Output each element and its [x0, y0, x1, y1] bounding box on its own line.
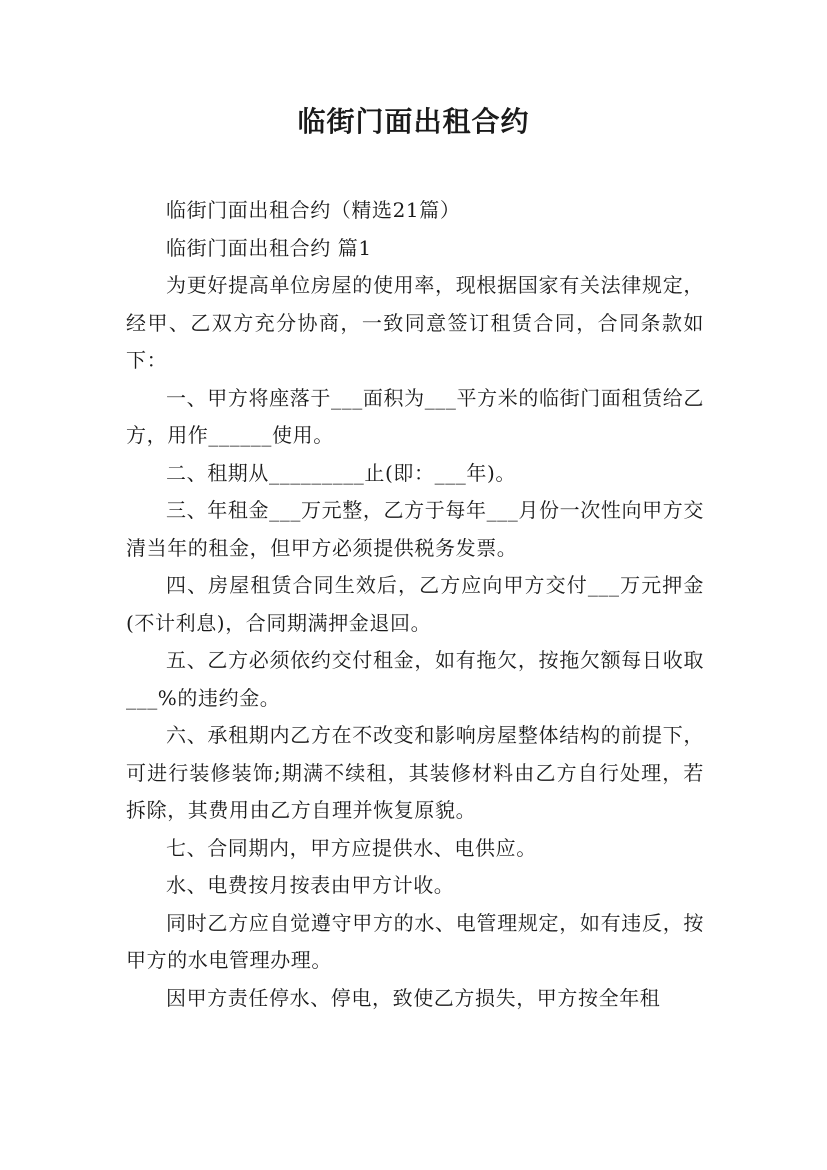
- paragraph-clause-6: 六、承租期内乙方在不改变和影响房屋整体结构的前提下，可进行装修装饰;期满不续租，其装修材料由乙方自行处理，若拆除，其费用由乙方自理并恢复原貌。: [126, 723, 704, 822]
- document-body: [126, 192, 704, 1017]
- paragraph-outage-liability: 因甲方责任停水、停电，致使乙方损失，甲方按全年租: [166, 985, 661, 1010]
- paragraph-clause-5: 五、乙方必须依约交付租金，如有拖欠，按拖欠额每日收取___%的违约金。: [126, 648, 704, 710]
- document-title: 临街门面出租合约: [297, 105, 530, 138]
- paragraph-section-heading: 临街门面出租合约 篇1: [166, 235, 372, 260]
- paragraph-clause-1: 一、甲方将座落于___面积为___平方米的临街门面租赁给乙方，用作______使用。: [126, 385, 704, 447]
- paragraph-preamble: 为更好提高单位房屋的使用率，现根据国家有关法律规定，经甲、乙双方充分协商，一致同意签订租赁合同，合同条款如下：: [126, 273, 704, 372]
- paragraph-clause-2: 二、租期从_________止(即：___年)。: [166, 460, 517, 485]
- paragraph-clause-4: 四、房屋租赁合同生效后，乙方应向甲方交付___万元押金(不计利息)，合同期满押金退回。: [126, 573, 704, 635]
- paragraph-clause-7: 七、合同期内，甲方应提供水、电供应。: [166, 835, 537, 860]
- paragraph-utility-billing: 水、电费按月按表由甲方计收。: [166, 873, 455, 897]
- paragraph-clause-3: 三、年租金___万元整，乙方于每年___月份一次性向甲方交清当年的租金，但甲方必须提供税务发票。: [126, 498, 704, 560]
- paragraph-utility-rules: 同时乙方应自觉遵守甲方的水、电管理规定，如有违反，按甲方的水电管理办理。: [126, 910, 704, 972]
- paragraph-subtitle: 临街门面出租合约（精选21篇）: [166, 198, 461, 222]
